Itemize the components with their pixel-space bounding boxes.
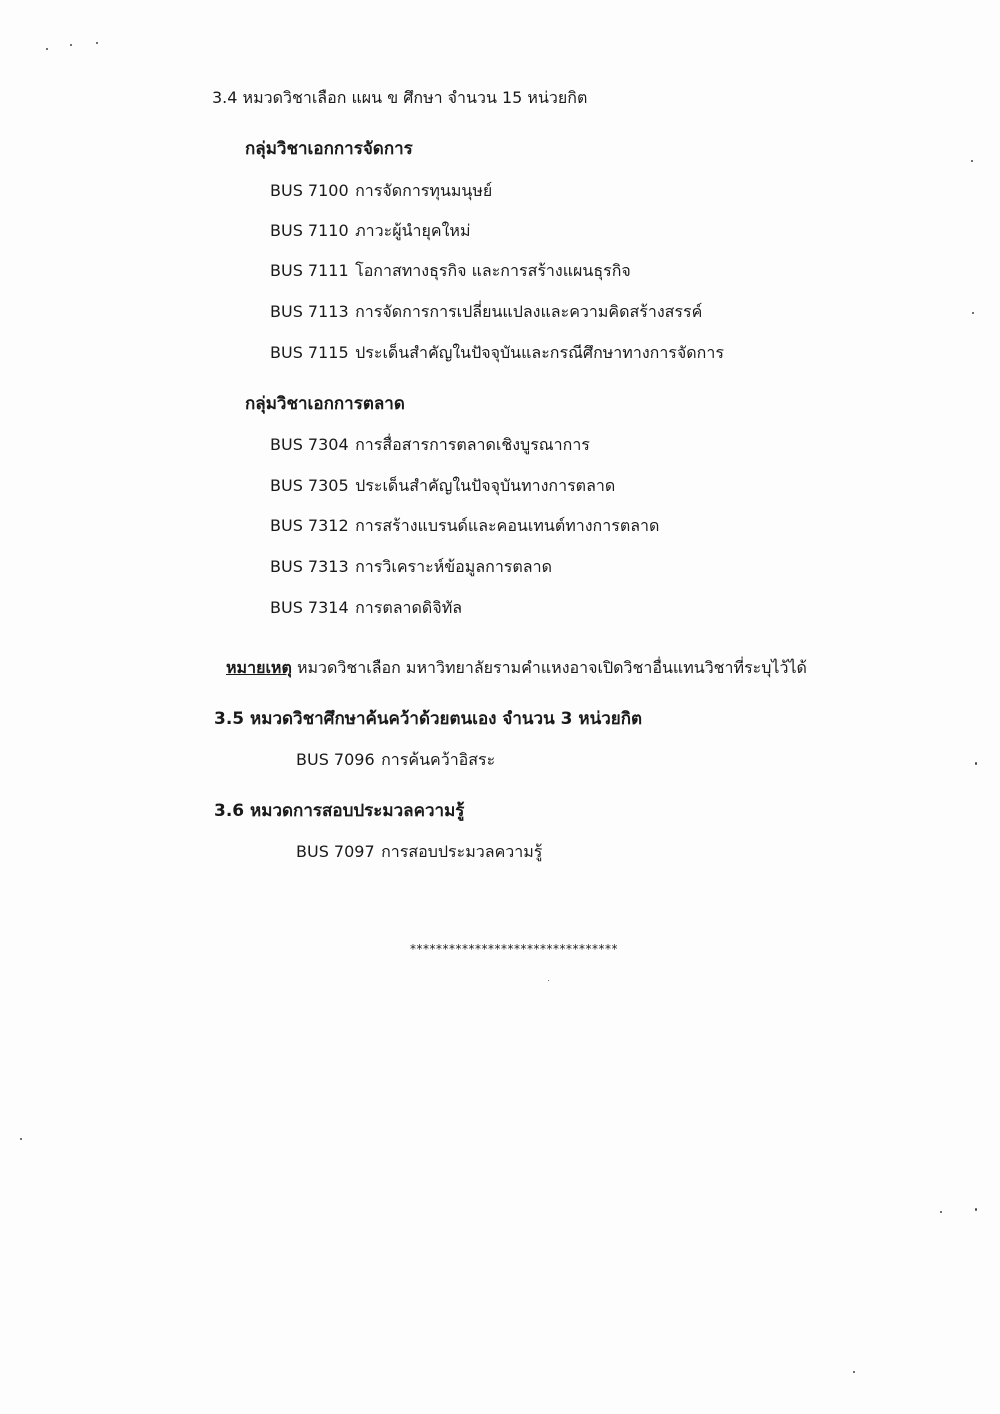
note-label: หมายเหตุ (226, 658, 292, 677)
scan-speck (975, 762, 977, 765)
course-code: BUS 7110 (270, 221, 349, 240)
course-code: BUS 7304 (270, 435, 349, 454)
course-row (296, 841, 542, 863)
section-3-6-title: 3.6 หมวดการสอบประมวลความรู้ (214, 801, 465, 821)
scan-speck (972, 312, 974, 314)
course-code: BUS 7111 (270, 261, 349, 280)
course-name: การตลาดดิจิทัล (355, 598, 463, 617)
course-name: โอกาสทางธุรกิจ และการสร้างแผนธุรกิจ (355, 261, 631, 280)
course-code: BUS 7313 (270, 557, 349, 576)
scan-speck (971, 160, 973, 162)
group-management-title: กลุ่มวิชาเอกการจัดการ (245, 139, 413, 159)
course-code: BUS 7314 (270, 598, 349, 617)
course-name: การสอบประมวลความรู้ (381, 842, 543, 861)
course-name: การจัดการทุนมนุษย์ (355, 181, 493, 200)
section-3-5-title: 3.5 หมวดวิชาศึกษาค้นคว้าด้วยตนเอง จำนวน 3 หน่วยกิต (214, 709, 643, 729)
course-row (270, 220, 470, 242)
course-row (270, 180, 492, 202)
scan-speck (96, 42, 98, 44)
footer-separator: ******************************** (410, 942, 618, 956)
scan-speck (46, 48, 48, 50)
scan-speck (70, 44, 72, 46)
group-marketing-title: กลุ่มวิชาเอกการตลาด (245, 394, 405, 414)
course-row (296, 749, 495, 771)
course-name: การวิเคราะห์ข้อมูลการตลาด (355, 557, 552, 576)
course-name: การค้นคว้าอิสระ (381, 750, 496, 769)
course-row (270, 342, 724, 364)
course-code: BUS 7115 (270, 343, 349, 362)
course-name: การสื่อสารการตลาดเชิงบูรณาการ (355, 435, 590, 454)
course-code: BUS 7100 (270, 181, 349, 200)
course-name: ภาวะผู้นำยุคใหม่ (355, 221, 471, 240)
course-name: ประเด็นสำคัญในปัจจุบันและกรณีศึกษาทางการจัดการ (355, 343, 724, 362)
course-code: BUS 7312 (270, 516, 349, 535)
scan-speck (975, 1208, 977, 1211)
course-code: BUS 7113 (270, 302, 349, 321)
course-row (270, 597, 462, 619)
course-row (270, 515, 659, 537)
note-text: หมวดวิชาเลือก มหาวิทยาลัยรามคำแหงอาจเปิดวิชาอื่นแทนวิชาที่ระบุไว้ได้ (296, 658, 807, 677)
scan-speck (20, 1138, 22, 1140)
course-name: ประเด็นสำคัญในปัจจุบันทางการตลาด (355, 476, 616, 495)
course-row (270, 260, 631, 282)
course-row (270, 301, 702, 323)
course-row (270, 434, 590, 456)
course-name: การจัดการการเปลี่ยนแปลงและความคิดสร้างสรรค์ (355, 302, 703, 321)
scan-speck (853, 1371, 855, 1373)
course-code: BUS 7097 (296, 842, 375, 861)
course-code: BUS 7096 (296, 750, 375, 769)
section-3-4-title: 3.4 หมวดวิชาเลือก แผน ข ศึกษา จำนวน 15 หน่วยกิต (212, 88, 588, 107)
scan-speck (548, 980, 549, 981)
course-code: BUS 7305 (270, 476, 349, 495)
scan-speck (940, 1211, 942, 1213)
note-line (226, 657, 807, 679)
course-row (270, 556, 552, 578)
course-row (270, 475, 615, 497)
course-name: การสร้างแบรนด์และคอนเทนต์ทางการตลาด (355, 516, 660, 535)
